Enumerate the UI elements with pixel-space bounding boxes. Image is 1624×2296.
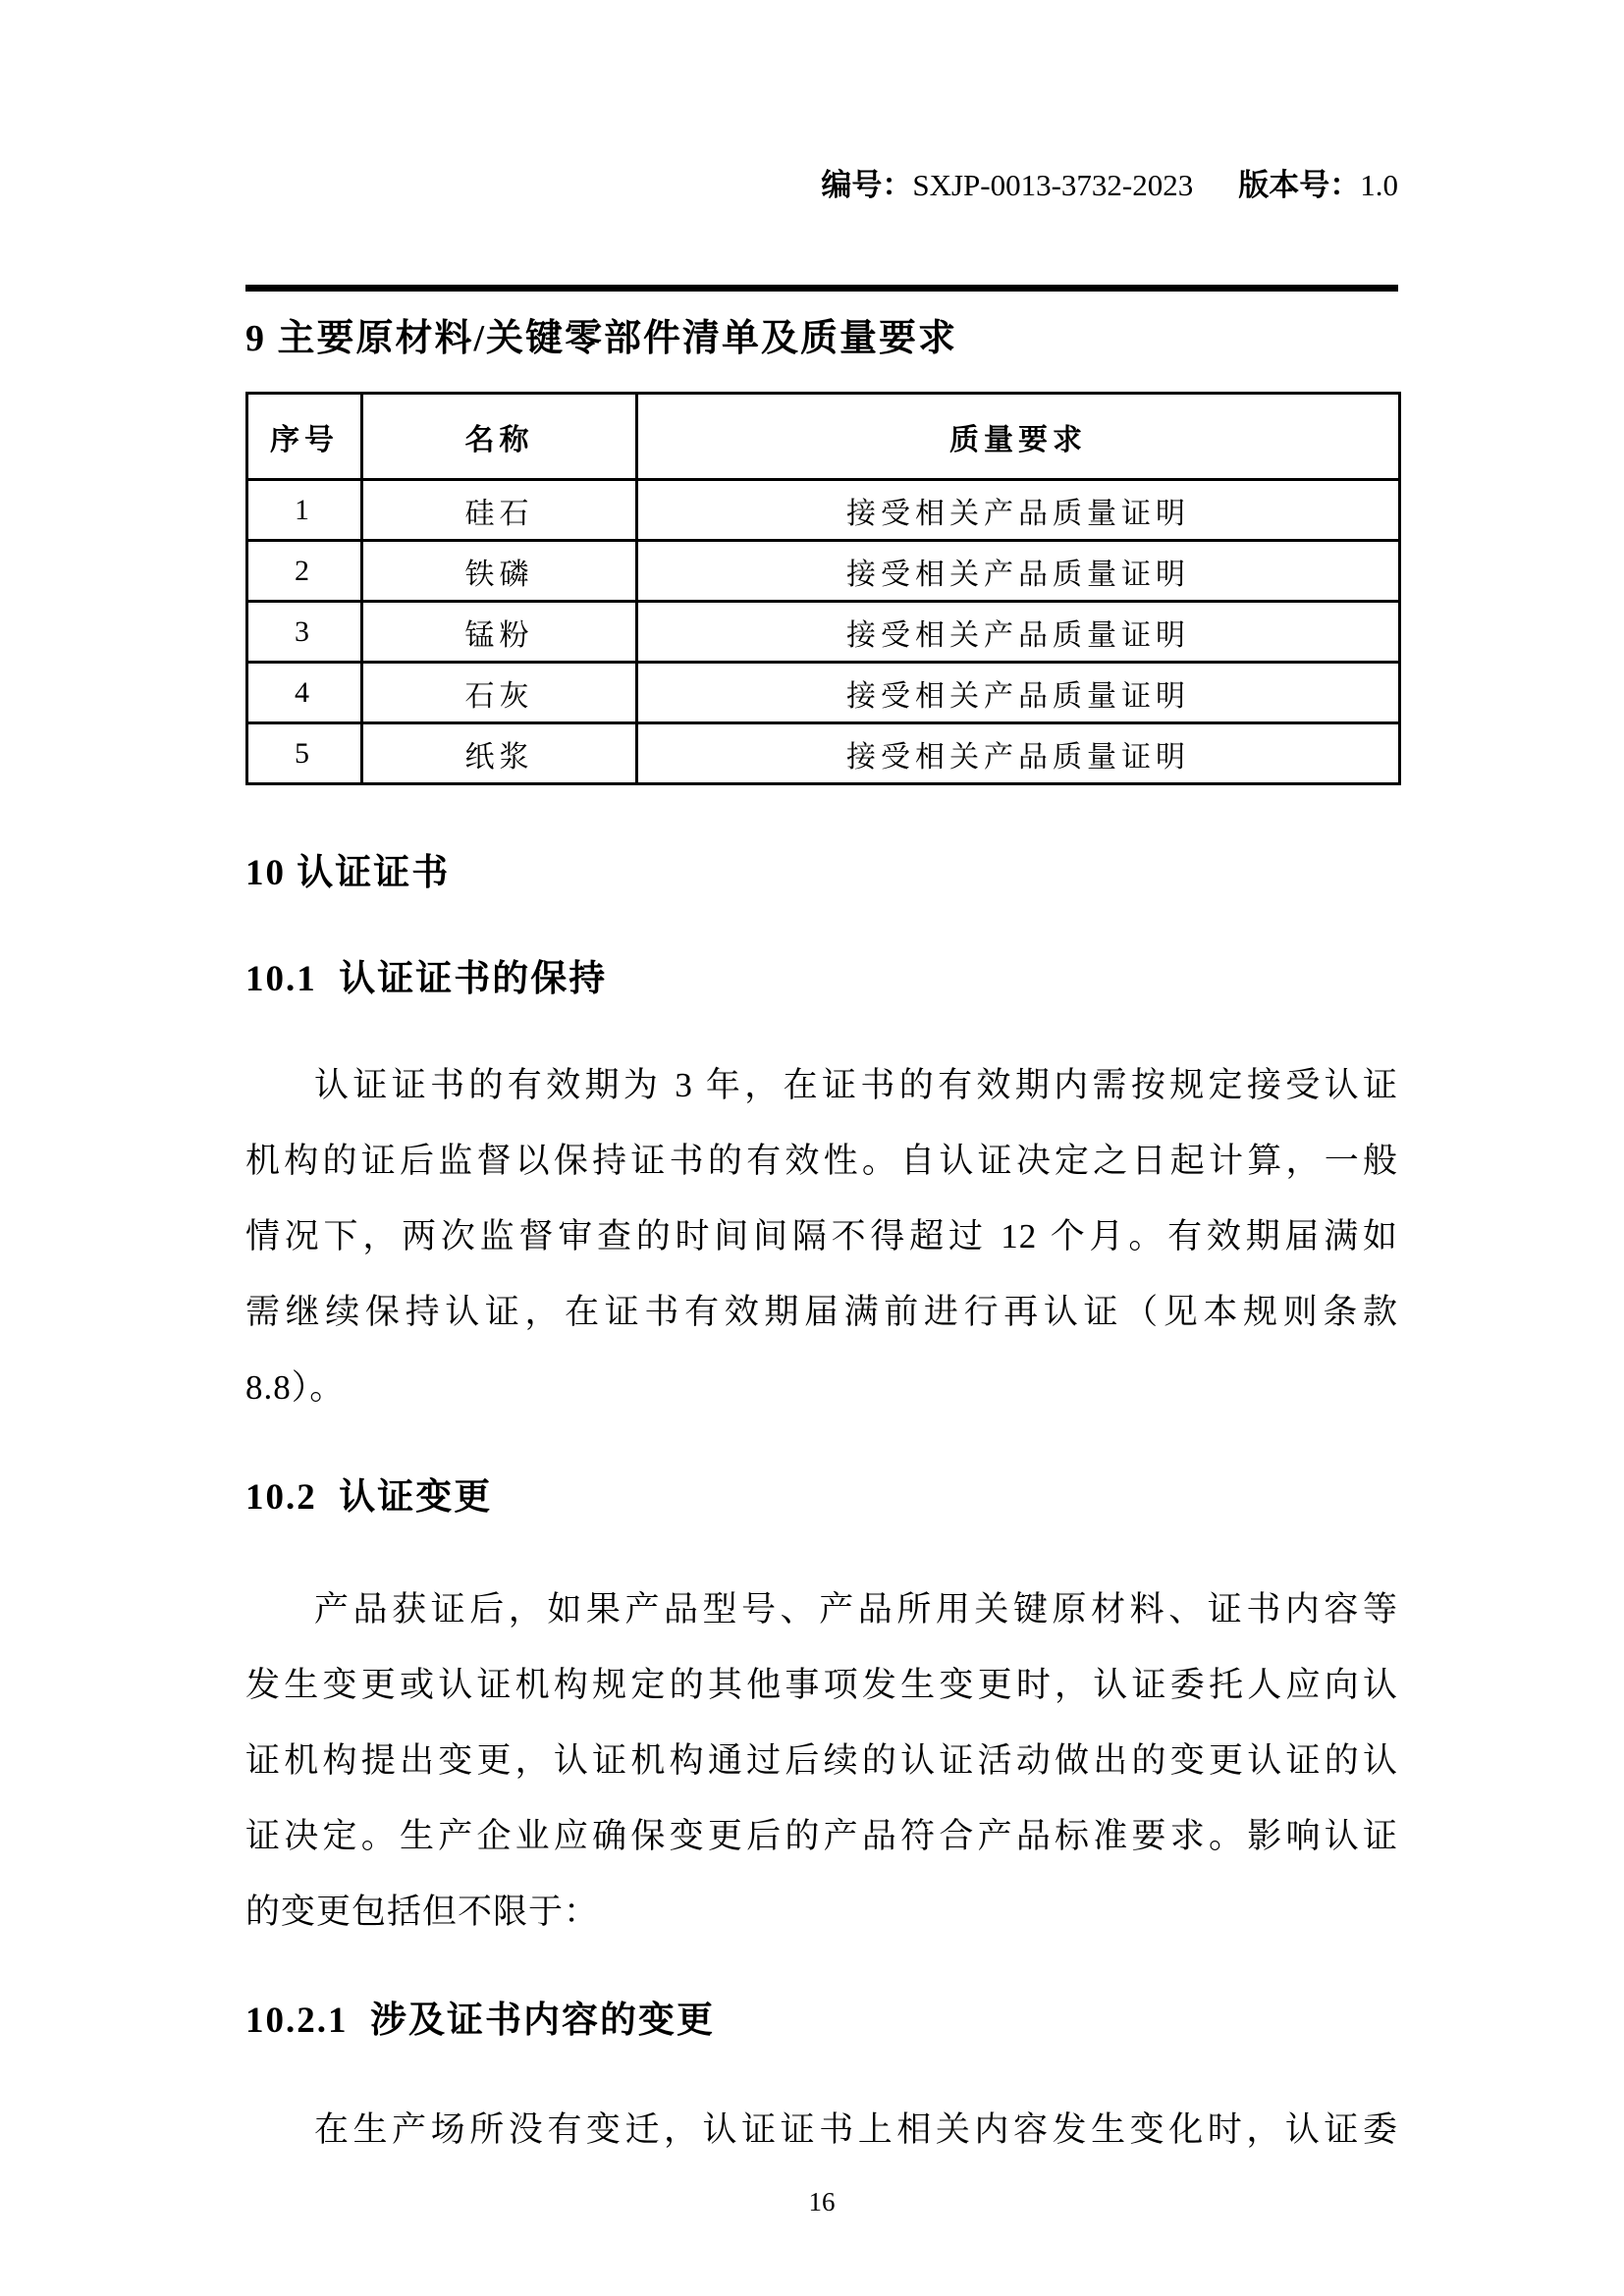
table-row xyxy=(247,541,1400,602)
table-row xyxy=(247,602,1400,663)
cell-name: 铁磷 xyxy=(362,541,637,602)
table-header-row xyxy=(247,394,1400,480)
cell-name: 硅石 xyxy=(362,480,637,541)
paragraph-line: 机构的证后监督以保持证书的有效性。自认证决定之日起计算，一般 xyxy=(245,1142,1398,1180)
section-10-1-heading: 10.1 认证证书的保持 xyxy=(245,959,608,999)
section-10-2-1-heading: 10.2.1 涉及证书内容的变更 xyxy=(245,2001,715,2041)
paragraph-line: 情况下，两次监督审查的时间间隔不得超过 12 个月。有效期届满如 xyxy=(245,1217,1398,1255)
paragraph-line: 8.8）。 xyxy=(245,1368,346,1407)
section-10-heading: 10 认证证书 xyxy=(245,853,451,893)
paragraph-line: 产品获证后，如果产品型号、产品所用关键原材料、证书内容等 xyxy=(314,1590,1398,1629)
table-row xyxy=(247,723,1400,784)
page-number: 16 xyxy=(808,2187,836,2216)
paragraph-10-2-1 xyxy=(245,2092,1398,2167)
header-rule xyxy=(245,285,1398,292)
cell-name: 锰粉 xyxy=(362,602,637,663)
cell-requirement: 接受相关产品质量证明 xyxy=(637,663,1400,723)
version-value: 1.0 xyxy=(1360,168,1398,202)
paragraph-line: 需继续保持认证，在证书有效期届满前进行再认证（见本规则条款 xyxy=(245,1293,1398,1331)
section-9-heading: 9 主要原材料/关键零部件清单及质量要求 xyxy=(245,318,958,359)
cell-name: 纸浆 xyxy=(362,723,637,784)
cell-seq: 5 xyxy=(247,723,362,784)
cell-name: 石灰 xyxy=(362,663,637,723)
section-10-2-heading: 10.2 认证变更 xyxy=(245,1477,493,1518)
cell-requirement: 接受相关产品质量证明 xyxy=(637,541,1400,602)
cell-seq: 2 xyxy=(247,541,362,602)
header-cell-requirement: 质量要求 xyxy=(637,394,1400,480)
cell-requirement: 接受相关产品质量证明 xyxy=(637,723,1400,784)
page-content xyxy=(0,124,1624,2216)
cell-requirement: 接受相关产品质量证明 xyxy=(637,480,1400,541)
paragraph-line: 的变更包括但不限于： xyxy=(245,1893,600,1931)
paragraph-line: 发生变更或认证机构规定的其他事项发生变更时，认证委托人应向认 xyxy=(245,1666,1398,1704)
doc-number-label: 编号： xyxy=(821,168,913,202)
header-cell-seq: 序号 xyxy=(247,394,362,480)
paragraph-line: 认证证书的有效期为 3 年，在证书的有效期内需按规定接受认证 xyxy=(314,1066,1398,1104)
paragraph-10-2 xyxy=(245,1572,1398,1949)
table-row xyxy=(247,663,1400,723)
paragraph-10-1 xyxy=(245,1047,1398,1425)
paragraph-line: 在生产场所没有变迁，认证证书上相关内容发生变化时，认证委 xyxy=(314,2110,1398,2149)
version-label: 版本号： xyxy=(1238,168,1361,202)
document-header xyxy=(245,124,1398,247)
paragraph-line: 证决定。生产企业应确保变更后的产品符合产品标准要求。影响认证 xyxy=(245,1817,1398,1855)
paragraph-line: 证机构提出变更，认证机构通过后续的认证活动做出的变更认证的认 xyxy=(245,1741,1398,1780)
table-row xyxy=(247,480,1400,541)
materials-table xyxy=(245,392,1401,785)
cell-seq: 4 xyxy=(247,663,362,723)
doc-number-value: SXJP-0013-3732-2023 xyxy=(912,168,1194,202)
cell-seq: 3 xyxy=(247,602,362,663)
cell-seq: 1 xyxy=(247,480,362,541)
header-cell-name: 名称 xyxy=(362,394,637,480)
cell-requirement: 接受相关产品质量证明 xyxy=(637,602,1400,663)
